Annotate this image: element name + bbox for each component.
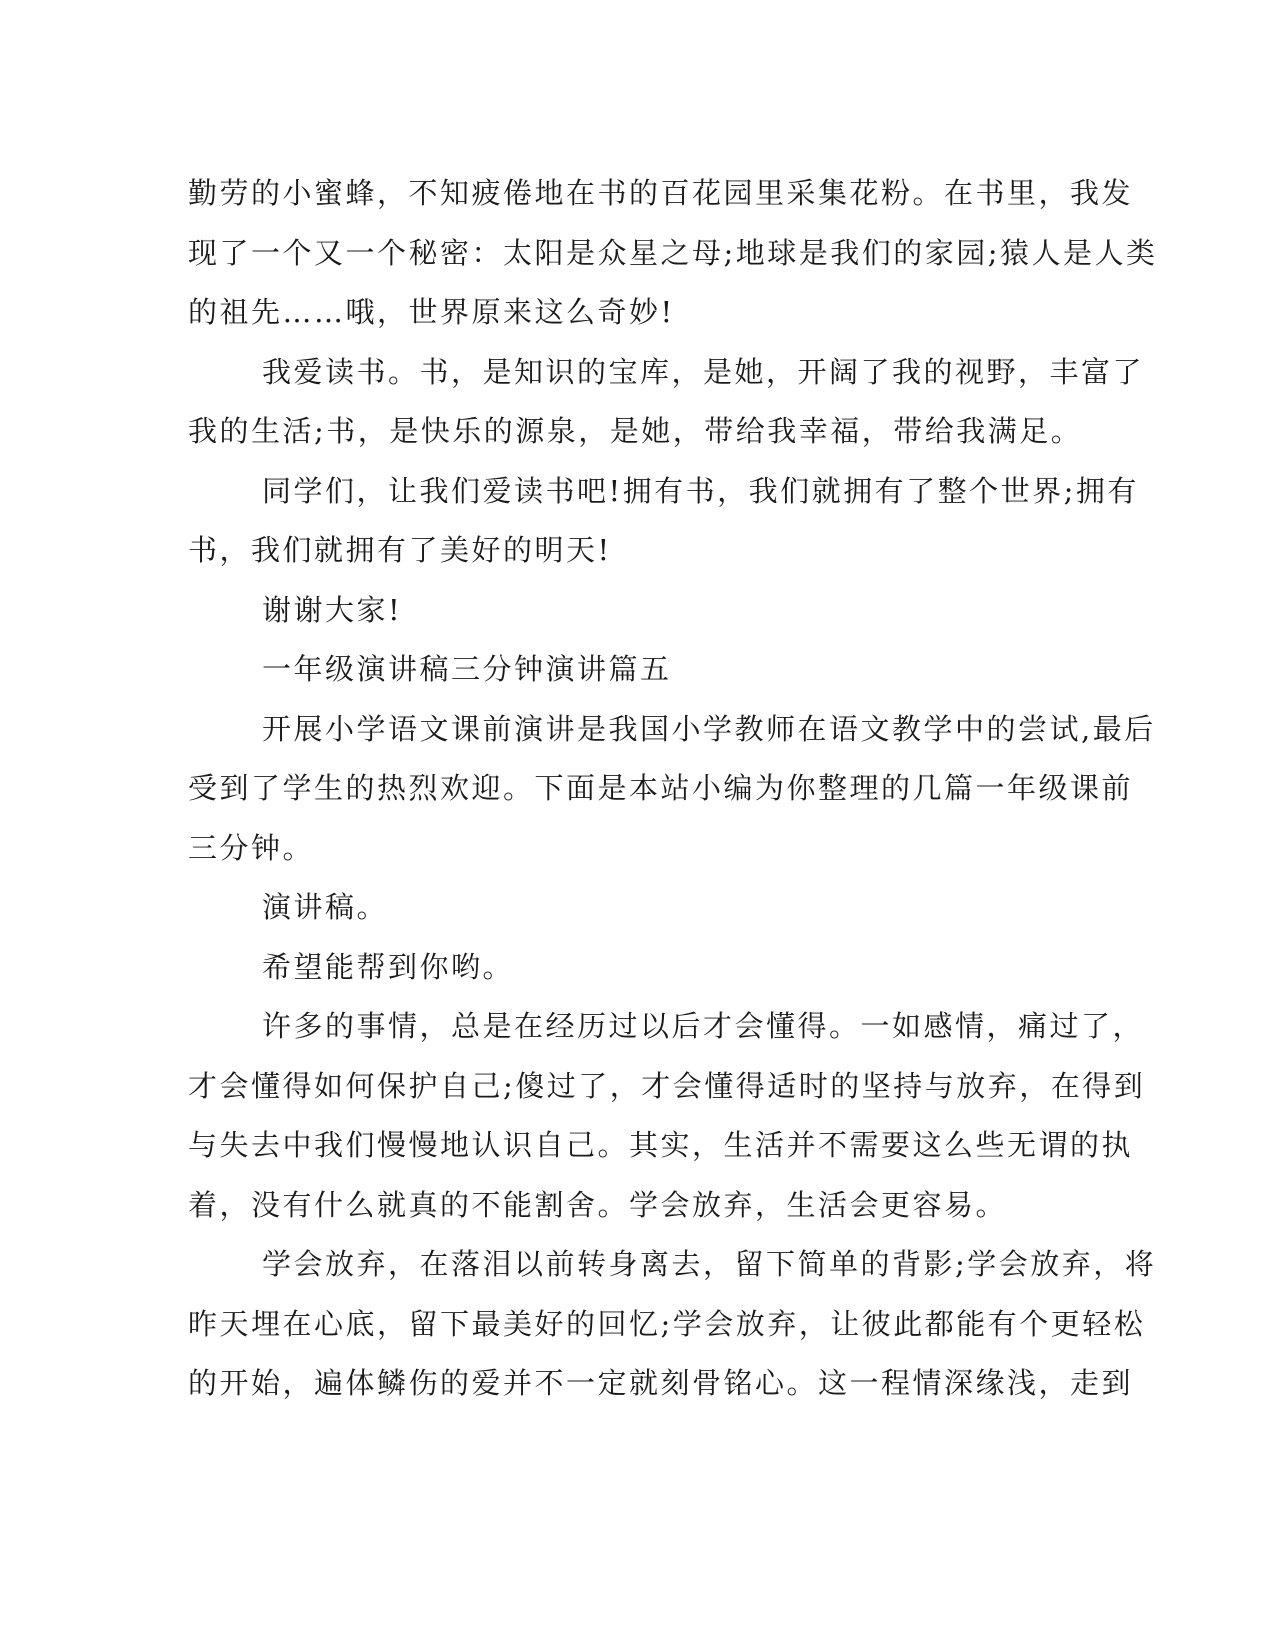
text-line: 我的生活;书，是快乐的源泉，是她，带给我幸福，带给我满足。	[188, 414, 1083, 448]
text-line: 的祖先……哦，世界原来这么奇妙!	[188, 295, 675, 329]
text-line: 才会懂得如何保护自己;傻过了，才会懂得适时的坚持与放弃，在得到	[188, 1068, 1146, 1103]
paragraph	[188, 938, 1088, 998]
document-body	[188, 164, 1158, 1414]
text-line: 现了一个又一个秘密：太阳是众星之母;地球是我们的家园;猿人是人类	[188, 235, 1158, 270]
paragraph	[188, 640, 1088, 700]
paragraph	[188, 1235, 1157, 1414]
text-line: 着，没有什么就真的不能割舍。学会放弃，生活会更容易。	[188, 1187, 1008, 1222]
text-line: 一年级演讲稿三分钟演讲篇五	[262, 652, 672, 686]
paragraph	[188, 581, 1088, 641]
text-line: 受到了学生的热烈欢迎。下面是本站小编为你整理的几篇一年级课前	[188, 771, 1134, 805]
text-line: 勤劳的小蜜蜂，不知疲倦地在书的百花园里采集花粉。在书里，我发	[188, 176, 1134, 210]
paragraph	[188, 164, 1158, 343]
text-line: 我爱读书。书，是知识的宝库，是她，开阔了我的视野，丰富了	[262, 354, 1145, 389]
text-line: 三分钟。	[188, 830, 315, 865]
text-line: 开展小学语文课前演讲是我国小学教师在语文教学中的尝试,最后	[262, 711, 1156, 746]
text-line: 昨天埋在心底，留下最美好的回忆;学会放弃，让彼此都能有个更轻松	[188, 1306, 1146, 1341]
paragraph	[188, 462, 1139, 581]
text-line: 的开始，遍体鳞伤的爱并不一定就刻骨铭心。这一程情深缘浅，走到	[188, 1366, 1134, 1400]
text-line: 希望能帮到你哟。	[262, 949, 515, 984]
text-line: 谢谢大家!	[262, 592, 403, 627]
paragraph	[188, 997, 1146, 1235]
paragraph	[188, 343, 1145, 462]
paragraph	[188, 878, 1088, 938]
paragraph	[188, 700, 1156, 879]
text-line: 书，我们就拥有了美好的明天!	[188, 533, 612, 567]
text-line: 同学们，让我们爱读书吧!拥有书，我们就拥有了整个世界;拥有	[262, 473, 1139, 508]
text-line: 与失去中我们慢慢地认识自己。其实，生活并不需要这么些无谓的执	[188, 1128, 1134, 1162]
text-line: 演讲稿。	[262, 890, 389, 924]
text-line: 许多的事情，总是在经历过以后才会懂得。一如感情，痛过了，	[262, 1009, 1145, 1043]
text-line: 学会放弃，在落泪以前转身离去，留下简单的背影;学会放弃，将	[262, 1247, 1157, 1281]
